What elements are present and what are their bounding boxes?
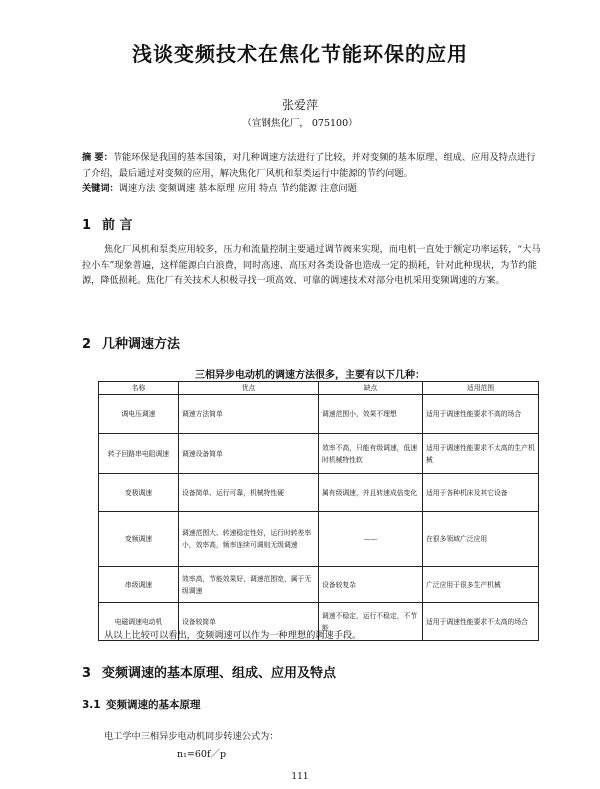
sync-speed-formula: n₁=60f／p [177, 749, 227, 760]
section-1-number: 1 [82, 218, 92, 233]
table-cell: 电磁调速电动机 [99, 603, 179, 641]
section-1-title: 前 言 [102, 218, 133, 233]
table-cell: 设备较复杂 [319, 567, 423, 603]
comparison-table [98, 381, 539, 641]
keywords-text: 调速方法 变频调速 基本原理 应用 特点 节约能源 注意问题 [118, 183, 357, 194]
table-row [99, 434, 539, 474]
author-name: 张爱萍 [281, 98, 318, 112]
section-1-body: 焦化厂风机和泵类应用较多，压力和流量控制主要通过调节阀来实现，而电机一直处于额定功率运转，“大马拉小车”现象普遍，这样能源白白浪费，同时高速、高压对各类设备也造成一定的损耗，针对此种现状，为节约能源，降低损耗。焦化厂有关技术人积极寻找一项高效、可靠的调速技术对部分电机采用变频调速的方案。 [82, 244, 541, 286]
abstract [82, 150, 544, 181]
table-cell: 效率高，节能效果好，调速范围宽，属于无级调速 [179, 567, 319, 603]
table-cell: 调速设备简单 [179, 434, 319, 474]
paper-title: 浅谈变频技术在焦化节能环保的应用 [132, 42, 468, 66]
table-caption: 三相异步电动机的调速方法很多，主要有以下几种： [195, 370, 425, 381]
table-cell: 调速不稳定，运行不稳定，不节能 [319, 603, 423, 641]
table-cell: 适用于调速性能要求不太高的生产机械 [423, 434, 539, 474]
table-cell: 调速范围大、转速稳定性好，运行时转差率小，效率高，频率连续可调则无级调速 [179, 512, 319, 567]
section-1-heading [82, 214, 133, 233]
subsection-3-1-number: 3.1 [82, 699, 101, 711]
table-cell: 设备较简单 [179, 603, 319, 641]
table-cell: 在很多领域广泛应用 [423, 512, 539, 567]
table-cell: 属有级调速，并且转速成倍变化 [319, 474, 423, 512]
abstract-text: 节能环保是我国的基本国策，对几种调速方法进行了比较，并对变频的基本原理、组成、应用及特点进行了介绍，最后通过对变频的应用，解决焦化厂风机和泵类运行中能源的节约问题。 [82, 152, 536, 179]
table-row [99, 567, 539, 603]
section-3-title: 变频调速的基本原理、组成、应用及特点 [102, 666, 337, 681]
table-cell: 调速方法简单 [179, 395, 319, 434]
table-header-cell: 缺点 [319, 382, 423, 395]
table-cell: 调电压调速 [99, 395, 179, 434]
affiliation: （宣钢焦化厂， 075100） [242, 118, 358, 129]
keywords [82, 181, 544, 197]
table-header-cell: 适用范围 [423, 382, 539, 395]
table-cell: 效率不高，只能有级调速，低速时机械特性软 [319, 434, 423, 474]
table-cell: 调速范围小，效果不理想 [319, 395, 423, 434]
section-3-number: 3 [82, 666, 92, 681]
subsection-3-1-body: 电工学中三相异步电动机同步转速公式为： [104, 731, 279, 742]
table-cell: 串级调速 [99, 567, 179, 603]
table-header-cell: 名称 [99, 382, 179, 395]
table-cell: 转子回路串电阻调速 [99, 434, 179, 474]
table-header-cell: 优点 [179, 382, 319, 395]
table-row [99, 512, 539, 567]
table-cell: 广泛应用于很多生产机械 [423, 567, 539, 603]
page-number: 111 [291, 772, 309, 782]
table-cell: 设备简单、运行可靠，机械特性硬 [179, 474, 319, 512]
subsection-3-1-title: 变频调速的基本原理 [106, 699, 201, 711]
table-cell: 适用于调速性能要求不太高的场合 [423, 603, 539, 641]
subsection-3-1-heading [82, 697, 201, 712]
table-cell: —— [319, 512, 423, 567]
table-cell: 适用于调速性能要求不高的场合 [423, 395, 539, 434]
table-cell: 变频调速 [99, 512, 179, 567]
table-cell: 变极调速 [99, 474, 179, 512]
table-cell: 适用于各种机床及其它设备 [423, 474, 539, 512]
section-2-after: 从以上比较可以看出，变频调速可以作为一种理想的调速手段。 [104, 630, 362, 641]
section-2-title: 几种调速方法 [102, 337, 181, 352]
section-3-heading [82, 662, 336, 681]
section-2-number: 2 [82, 337, 92, 352]
table-row [99, 395, 539, 434]
section-2-heading [82, 333, 180, 352]
table-header-row [99, 382, 539, 395]
keywords-label: 关键词： [82, 183, 119, 194]
abstract-label: 摘 要： [82, 152, 113, 163]
table-row [99, 474, 539, 512]
